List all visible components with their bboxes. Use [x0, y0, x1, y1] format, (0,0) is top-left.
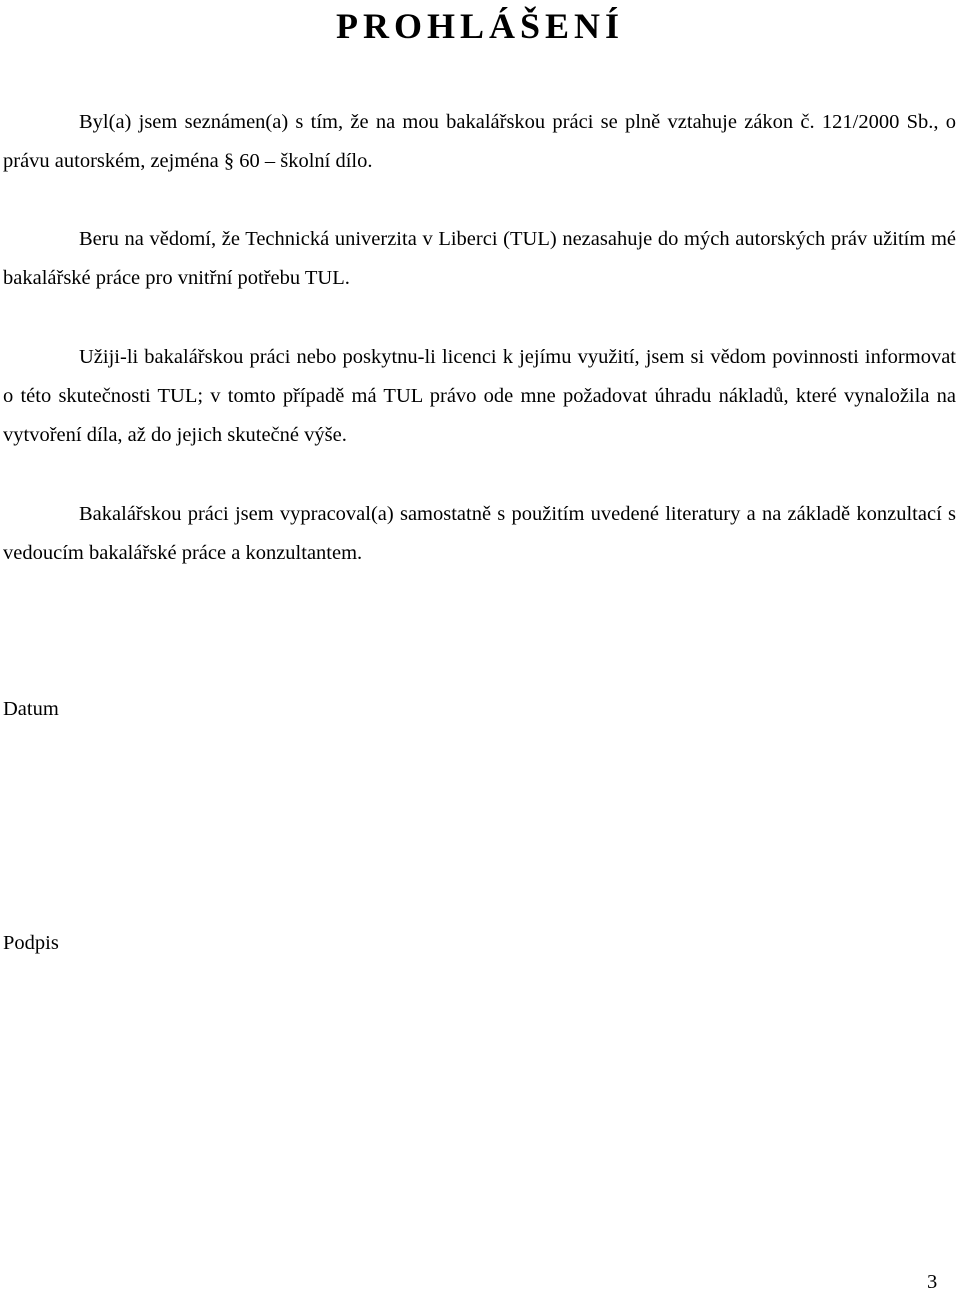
license-obligation-paragraph: Užiji-li bakalářskou práci nebo poskytnu-li licenci k jejímu využití, jsem si vědom povinnosti informovat o této skutečnosti TUL; v tomto případě má TUL právo ode mne požadovat úhradu nákladů, které vynaložila na vytvoření díla, až do jejich skutečné výše.	[3, 346, 956, 446]
signature-label: Podpis	[3, 932, 59, 954]
copyright-law-paragraph: Byl(a) jsem seznámen(a) s tím, že na mou bakalářskou práci se plně vztahuje zákon č. 121/2000 Sb., o právu autorském, zejména § 60 – školní dílo.	[3, 111, 956, 172]
independent-work-paragraph: Bakalářskou práci jsem vypracoval(a) samostatně s použitím uvedené literatury a na základě konzultací s vedoucím bakalářské práce a konzultantem.	[3, 503, 956, 564]
university-rights-paragraph: Beru na vědomí, že Technická univerzita v Liberci (TUL) nezasahuje do mých autorských práv užitím mé bakalářské práce pro vnitřní potřebu TUL.	[3, 228, 956, 289]
page-title: PROHLÁŠENÍ	[335, 6, 625, 46]
page-number: 3	[927, 1271, 938, 1293]
date-label: Datum	[3, 698, 59, 720]
